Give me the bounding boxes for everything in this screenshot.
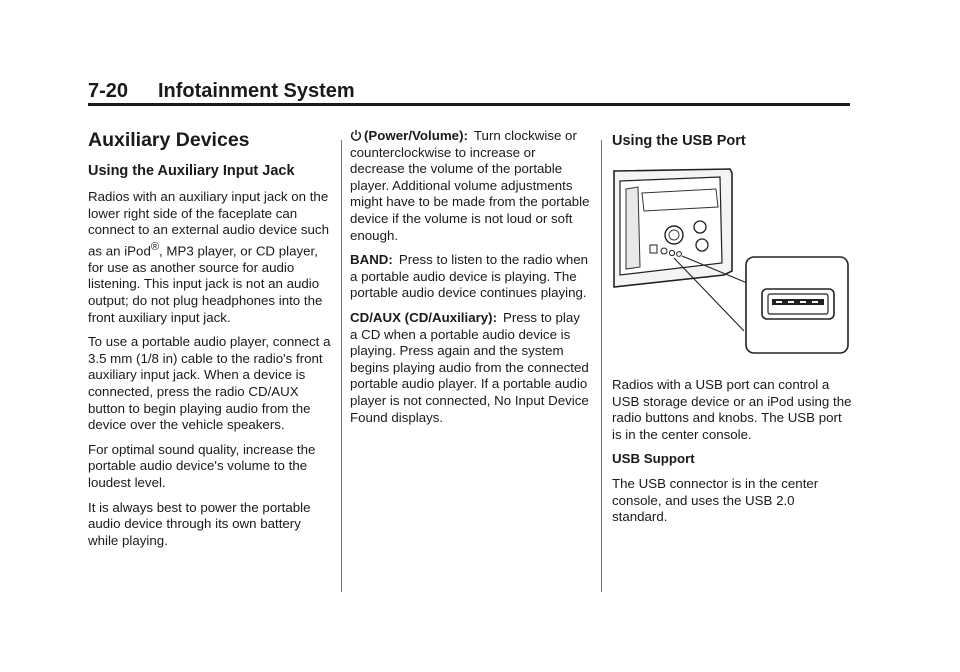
- page-number: 7-20: [88, 80, 129, 102]
- subsection-title: Using the USB Port: [612, 133, 746, 149]
- text-run: Radios with an auxiliary input jack on the lower right side of the faceplate can connect to an external audio device such as an iPod: [88, 189, 329, 259]
- column-divider: [341, 140, 342, 592]
- power-volume-term: (Power/Volume):: [364, 128, 468, 143]
- cd-aux-entry: [350, 310, 590, 426]
- text-run: , MP3 player, or CD player, for use as another source for audio listening. This input jack is not an audio output; do not plug headphones into the front auxiliary input jack.: [88, 243, 323, 325]
- power-volume-entry: [350, 128, 590, 244]
- usb-port-illustration: [612, 163, 852, 363]
- paragraph: [88, 189, 332, 326]
- cd-aux-term: CD/AUX (CD/Auxiliary):: [350, 309, 498, 325]
- chapter-title: Infotainment System: [158, 80, 355, 102]
- subsection-title: Using the Auxiliary Input Jack: [88, 163, 295, 179]
- paragraph: For optimal sound quality, increase the portable audio device's volume to the loudest level.: [88, 441, 316, 490]
- band-term: BAND:: [350, 252, 393, 268]
- cd-aux-description: Press to play a CD when a portable audio device is playing. Press again and the system begins playing audio from the connected portable audio player. If a portable audio player is not connected, No Input Device Found displays.: [350, 309, 589, 425]
- band-description: Press to listen to the radio when a portable audio device is playing. The portable audio device continues playing.: [350, 252, 589, 301]
- registered-mark: ®: [150, 240, 160, 253]
- paragraph: To use a portable audio player, connect a 3.5 mm (1/8 in) cable to the radio's front auxiliary input jack. When a device is connected, press the radio CD/AUX button to begin playing audio from the device over the vehicle speakers.: [88, 334, 331, 433]
- column-3: [612, 128, 852, 534]
- header-rule: [88, 103, 850, 106]
- power-volume-description: Turn clockwise or counterclockwise to increase or decrease the volume of the portable player. Additional volume adjustments might have to be made from the portable device if the volume is not loud or soft enough.: [350, 128, 590, 243]
- column-2: [350, 128, 590, 434]
- band-entry: [350, 252, 590, 302]
- paragraph: Radios with a USB port can control a USB storage device or an iPod using the radio buttons and knobs. The USB port is in the center console.: [612, 377, 852, 442]
- paragraph: The USB connector is in the center console, and uses the USB 2.0 standard.: [612, 475, 819, 525]
- paragraph: It is always best to power the portable audio device through its own battery while playing.: [88, 499, 311, 548]
- column-divider: [601, 140, 602, 592]
- usb-support-label: USB Support: [612, 451, 695, 467]
- column-1: [88, 128, 332, 557]
- section-title: Auxiliary Devices: [88, 129, 250, 151]
- power-icon: [350, 129, 362, 141]
